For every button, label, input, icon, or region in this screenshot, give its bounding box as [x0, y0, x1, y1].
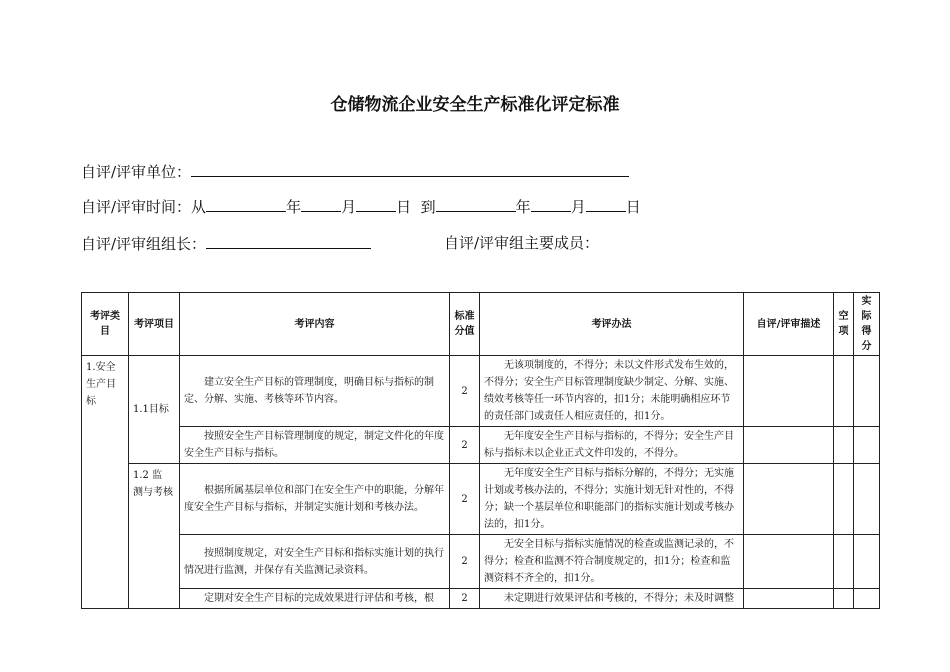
- time-label: 自评/评审时间：从: [81, 198, 207, 216]
- members-line: [444, 232, 599, 253]
- item-cell: 1.1目标: [129, 356, 180, 464]
- leader-line: [81, 232, 371, 254]
- content-cell: 按照安全生产目标管理制度的规定，制定文件化的年度安全生产目标与指标。: [180, 427, 450, 464]
- desc-cell[interactable]: [744, 356, 834, 427]
- header-score: 标准分值: [450, 293, 480, 356]
- actual-score-cell[interactable]: [854, 589, 880, 609]
- unit-label: 自评/评审单位：: [81, 163, 192, 181]
- table-row: [82, 589, 880, 609]
- from-month-blank[interactable]: [301, 195, 341, 212]
- header-item: 考评项目: [129, 293, 180, 356]
- header-category: 考评类目: [82, 293, 129, 356]
- content-cell: 定期对安全生产目标的完成效果进行评估和考核，根: [180, 589, 450, 609]
- header-content: 考评内容: [180, 293, 450, 356]
- score-cell: 2: [450, 427, 480, 464]
- desc-cell[interactable]: [744, 589, 834, 609]
- content-cell: 根据所属基层单位和部门在安全生产中的职能，分解年度安全生产目标与指标，并制定实施计划和考核办法。: [180, 464, 450, 535]
- score-cell: 2: [450, 464, 480, 535]
- method-cell: 无年度安全生产目标与指标分解的，不得分；无实施计划或考核办法的，不得分；实施计划无针对性的，不得分；缺一个基层单位和职能部门的指标实施计划或考核办法的，扣1分。: [480, 464, 744, 535]
- to-month-blank[interactable]: [531, 195, 571, 212]
- method-cell: 未定期进行效果评估和考核的，不得分；未及时调整: [480, 589, 744, 609]
- members-label: 自评/评审组主要成员：: [444, 234, 600, 252]
- desc-cell[interactable]: [744, 427, 834, 464]
- content-cell: 按照制度规定，对安全生产目标和指标实施计划的执行情况进行监测，并保存有关监测记录资料。: [180, 535, 450, 589]
- day-label: 日: [396, 198, 412, 216]
- score-cell: 2: [450, 589, 480, 609]
- item-cell: 1.2 监 测与考核: [129, 464, 180, 609]
- table-row: [82, 356, 880, 427]
- blank-cell[interactable]: [834, 464, 854, 535]
- actual-score-cell[interactable]: [854, 427, 880, 464]
- to-year-blank[interactable]: [436, 195, 516, 212]
- blank-cell[interactable]: [834, 356, 854, 427]
- content-cell: 建立安全生产目标的管理制度，明确目标与指标的制定、分解、实施、考核等环节内容。: [180, 356, 450, 427]
- method-cell: 无安全目标与指标实施情况的检查或监测记录的，不得分；检查和监测不符合制度规定的，扣1分；检查和监测资料不齐全的，扣1分。: [480, 535, 744, 589]
- blank-cell[interactable]: [834, 427, 854, 464]
- category-cell: 1.安全生产目标: [82, 356, 129, 609]
- table-row: [82, 464, 880, 535]
- to-label: 到: [420, 198, 436, 216]
- time-line: [81, 195, 641, 217]
- header-row: [82, 293, 880, 356]
- day-label: 日: [625, 198, 641, 216]
- year-label: 年: [515, 198, 531, 216]
- leader-blank[interactable]: [206, 232, 371, 249]
- score-cell: 2: [450, 535, 480, 589]
- table-row: [82, 427, 880, 464]
- document-title: 仓储物流企业安全生产标准化评定标准: [330, 95, 620, 115]
- unit-line: [81, 160, 629, 182]
- to-day-blank[interactable]: [586, 195, 626, 212]
- header-blank: 空项: [834, 293, 854, 356]
- actual-score-cell[interactable]: [854, 535, 880, 589]
- year-label: 年: [286, 198, 302, 216]
- method-cell: 无年度安全生产目标与指标的，不得分；安全生产目标与指标未以企业正式文件印发的，不得分。: [480, 427, 744, 464]
- evaluation-table: [81, 292, 880, 609]
- actual-score-cell[interactable]: [854, 356, 880, 427]
- actual-score-cell[interactable]: [854, 464, 880, 535]
- header-actual: 实际得分: [854, 293, 880, 356]
- month-label: 月: [570, 198, 586, 216]
- month-label: 月: [341, 198, 357, 216]
- desc-cell[interactable]: [744, 535, 834, 589]
- table-row: [82, 535, 880, 589]
- method-cell: 无该项制度的，不得分；未以文件形式发布生效的，不得分；安全生产目标管理制度缺少制定、分解、实施、绩效考核等任一环节内容的，扣1分；未能明确相应环节的责任部门或责任人相应责任的，扣1分。: [480, 356, 744, 427]
- unit-blank[interactable]: [191, 160, 629, 177]
- score-cell: 2: [450, 356, 480, 427]
- header-desc: 自评/评审描述: [744, 293, 834, 356]
- header-method: 考评办法: [480, 293, 744, 356]
- leader-label: 自评/评审组组长：: [81, 235, 207, 253]
- from-year-blank[interactable]: [206, 195, 286, 212]
- desc-cell[interactable]: [744, 464, 834, 535]
- from-day-blank[interactable]: [356, 195, 396, 212]
- blank-cell[interactable]: [834, 589, 854, 609]
- blank-cell[interactable]: [834, 535, 854, 589]
